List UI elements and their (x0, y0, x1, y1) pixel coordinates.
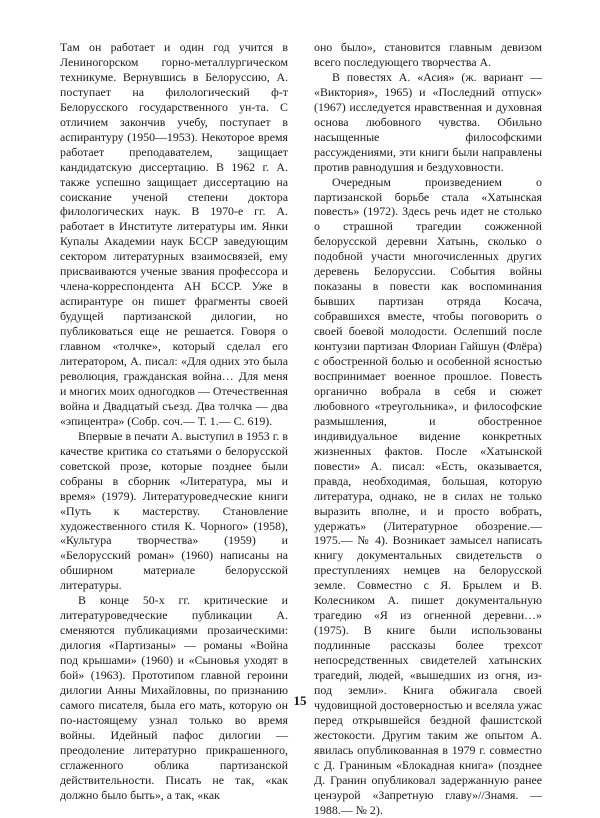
paragraph: Очередным произведением о партизанской борьбе стала «Хатынская повесть» (1972). Здесь речь идет не столько о страшной трагедии сожженной белорусской деревни Хатынь, сколько о подобной участи многочисленных других деревень Белоруссии. События войны показаны в повести как воспоминания бывших партизан отряда Косача, собравшихся вместе, чтобы поговорить о своей боевой молодости. Ослепший после контузии партизан Флориан Гайшун (Флёра) с обостренной болью и особенной ясностью воспринимает военное прошлое. Повесть органично вобрала в себя и сюжет любовного «треугольника», и философские размышления, и обостренное индивидуальное видение конкретных жизненных фактов. После «Хатынской повести» А. писал: «Есть, оказывается, правда, необходимая, большая, которую литература, однако, не в силах не только выразить вполне, и и просто вобрать, удержать» (Литературное обозрение.— 1975.— № 4). Возникает замысел написать книгу документальных свидетельств о преступлениях немцев на белорусской земле. Совместно с Я. Брылем и В. Колесником А. пишет документальную трагедию «Я из огненной деревни…» (1975). В книге были использованы подлинные рассказы более трехсот непосредственных свидетелей хатынских трагедий, людей, «вышедших из огня, из-под земли». Книга обжигала своей чудовищной достоверностью и вселяла ужас перед открывшейся бездной фашистской жестокости. Другим таким же опытом А. явилась опубликованная в 1979 г. совместно с Д. Граниным «Блокадная книга» (позднее Д. Гранин опубликовал задержанную ранее цензурой «Запретную главу»//Знамя. — 1988.— № 2). (314, 174, 542, 817)
left-text-column (60, 40, 288, 803)
paragraph: В конце 50-х гг. критические и литературоведческие публикации А. сменяются публикациями прозаическими: дилогия «Партизаны» — романы «Война под крышами» (1960) и «Сыновья уходят в бой» (1963). Прототипом главной героини дилогии Анны Михайловны, по признанию самого писателя, была его мать, которую он по-настоящему узнал только во время войны. Идейный пафос дилогии — преодоление литературно прикрашенного, сглаженного облика партизанской действительности. Писать не так, «как должно было быть», а так, «как (60, 593, 288, 802)
paragraph: Впервые в печати А. выступил в 1953 г. в качестве критика со статьями о белорусской советской прозе, которые позднее были собраны в сборник «Литература, мы и время» (1979). Литературоведческие книги «Путь к мастерству. Становление художественного стиля К. Чорного» (1958), «Культура творчества» (1959) и «Белорусский роман» (1960) написаны на обширном материале белорусской литературы. (60, 428, 288, 593)
page-number: 15 (293, 693, 307, 708)
paragraph: Там он работает и один год учится в Лениногорском горно-металлургическом техникуме. Вернувшись в Белоруссию, А. поступает на филологический ф-т Белорусского государственного ун-та. С отличием закончив учебу, поступает в аспирантуру (1950—1953). Некоторое время работает преподавателем, защищает кандидатскую диссертацию. В 1962 г. А. также успешно защищает диссертацию на соискание ученой степени доктора филологических наук. В 1970-е гг. А. работает в Институте литературы им. Янки Купалы Академии наук БССР заведующим сектором литературных взаимосвязей, ему присваиваются ученые звания профессора и члена-корреспондента АН БССР. Уже в аспирантуре он пишет фрагменты своей будущей партизанской дилогии, но публиковаться еще не решается. Говоря о главном «толчке», который сделал его литератором, А. писал: «Для одних это была революция, гражданская война… Для меня и многих моих одногодков — Отечественная война и Двадцатый съезд. Два толчка — два «эпицентра» (Собр. соч.— Т. 1.— С. 619). (60, 40, 288, 428)
paragraph: оно было», становится главным девизом всего последующего творчества А. (314, 40, 542, 69)
paragraph: В повестях А. «Асия» (ж. вариант — «Виктория», 1965) и «Последний отпуск» (1967) исследуется нравственная и духовная основа любовного чувства. Обильно насыщенные философскими рассуждениями, эти книги были направлены против равнодушия и бездуховности. (314, 69, 542, 174)
